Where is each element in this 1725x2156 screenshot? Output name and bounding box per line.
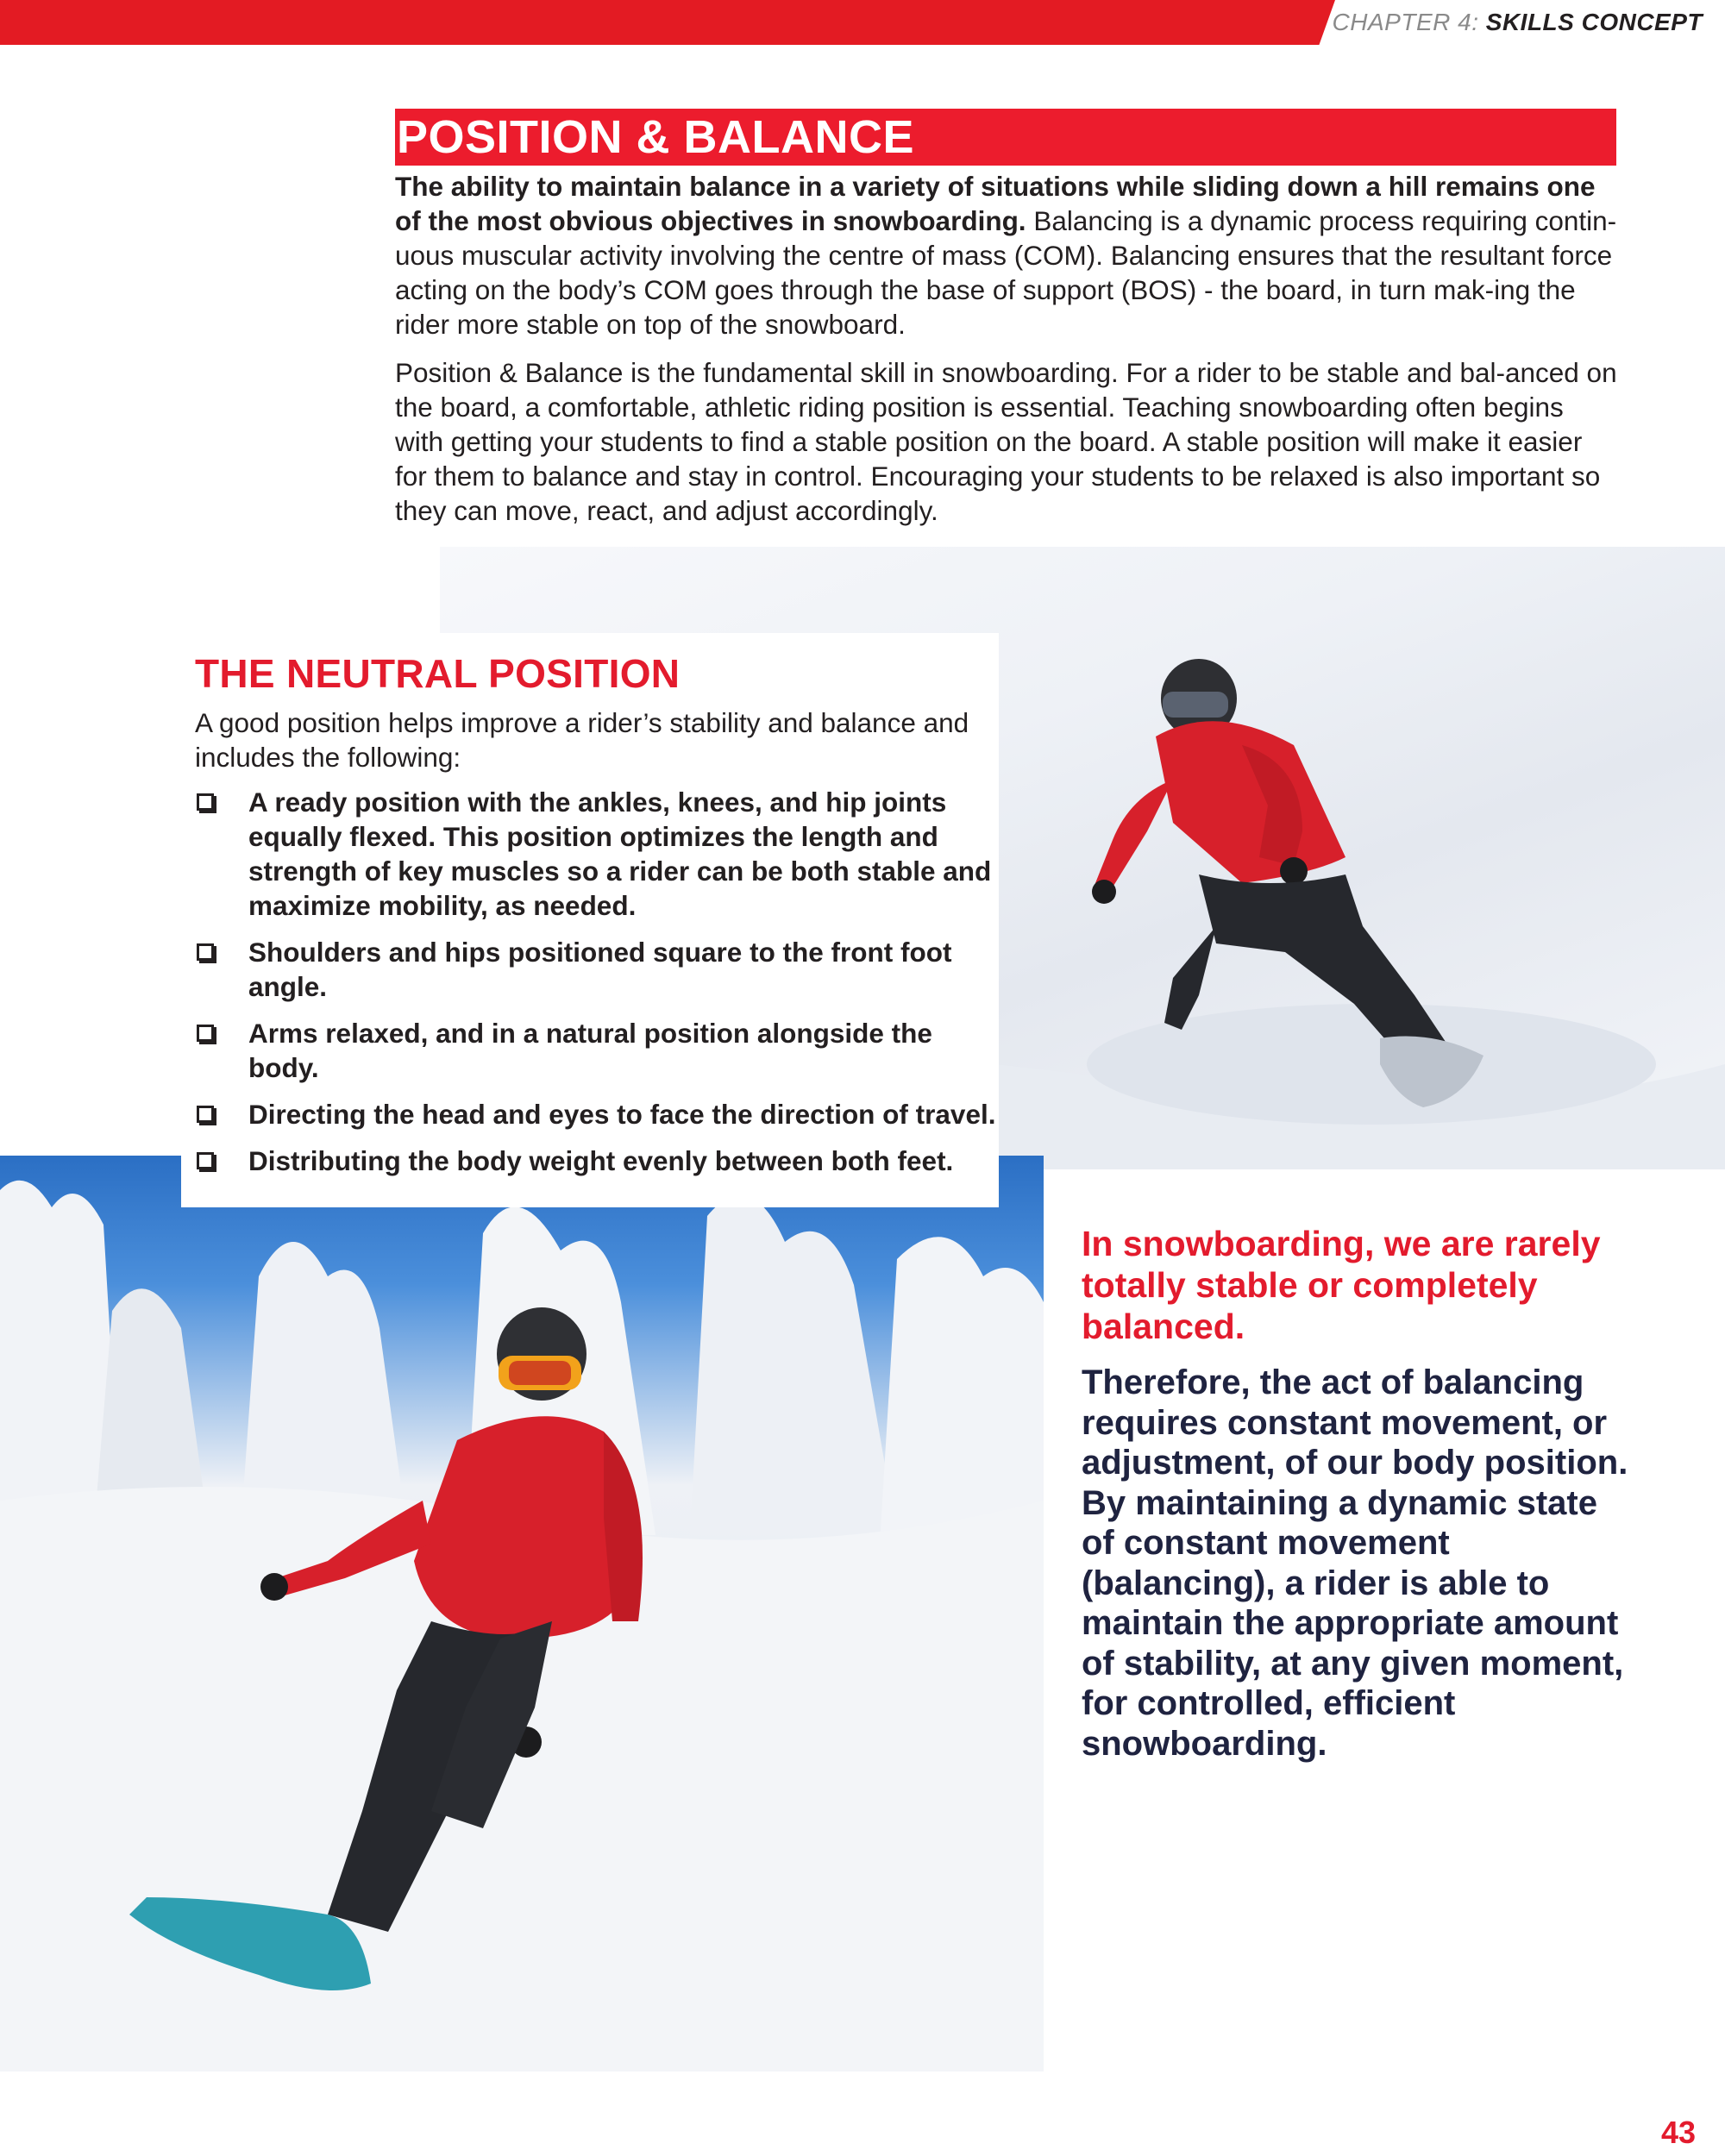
- second-paragraph: Position & Balance is the fundamental skill in snowboarding. For a rider to be stable and bal-anced on the board, a comfortable, athletic riding position is essential. Teaching snowboarding often begins with getting your students to find a stable position on the board. A stable position will make it easier for them to balance and stay in control. Encouraging your students to be relaxed is also important so they can move, react, and adjust accordingly.: [395, 357, 1617, 526]
- checkbox-icon: [197, 1152, 214, 1169]
- checkbox-icon: [197, 1025, 214, 1042]
- list-item: Arms relaxed, and in a natural position alongside the body.: [195, 1016, 997, 1085]
- chapter-prefix: CHAPTER 4:: [1332, 9, 1479, 35]
- neutral-position-lead: A good position helps improve a rider’s stability and balance and includes the following:: [195, 707, 969, 773]
- list-item: A ready position with the ankles, knees, and hip joints equally flexed. This position optimizes the length and strength of key muscles so a rider can be both stable and maximize mobility, as needed.: [195, 785, 997, 923]
- snowboarder-trees-illustration: [0, 1156, 1044, 2071]
- pull-quote-body: Therefore, the act of balancing requires constant movement, or adjustment, of our body position. By maintaining a dynamic state of constant movement (balancing), a rider is able to maintain the appropriate amount of stability, at any given moment, for controlled, efficient snowboarding.: [1082, 1363, 1628, 1763]
- neutral-position-heading: THE NEUTRAL POSITION: [195, 651, 681, 696]
- checkbox-icon: [197, 793, 214, 811]
- intro-rest: Balancing is a dynamic process requiring contin-uous muscular activity involving the centre of mass (COM). Balancing ensures that the resultant force acting on the body’s COM goes through the base of support (BOS) - the board, in turn mak-ing the rider more stable on top of the snowboard.: [395, 205, 1617, 340]
- pull-quote-highlight: In snowboarding, we are rarely totally stable or completely balanced.: [1082, 1224, 1601, 1346]
- section-title-band: [395, 109, 1616, 166]
- intro-paragraph: [395, 169, 1618, 342]
- neutral-position-card: [181, 633, 999, 1207]
- list-item: Distributing the body weight evenly between both feet.: [195, 1144, 997, 1178]
- intro-bold-sentence: The ability to maintain balance in a variety of situations while sliding down a hill remains one of the most obvious objectives in snowboarding.: [395, 171, 1596, 236]
- list-item: Directing the head and eyes to face the direction of travel.: [195, 1097, 997, 1131]
- header-red-bar: [0, 0, 1335, 45]
- list-item: Shoulders and hips positioned square to the front foot angle.: [195, 935, 997, 1004]
- checkbox-icon: [197, 943, 214, 961]
- chapter-label: [1333, 9, 1703, 36]
- section-title: POSITION & BALANCE: [397, 111, 915, 163]
- chapter-title: SKILLS CONCEPT: [1485, 9, 1703, 35]
- checkbox-icon: [197, 1106, 214, 1123]
- neutral-position-checklist: [195, 785, 997, 1190]
- photo-snowboarder-trees: [0, 1156, 1044, 2071]
- page-number: 43: [1660, 2115, 1696, 2150]
